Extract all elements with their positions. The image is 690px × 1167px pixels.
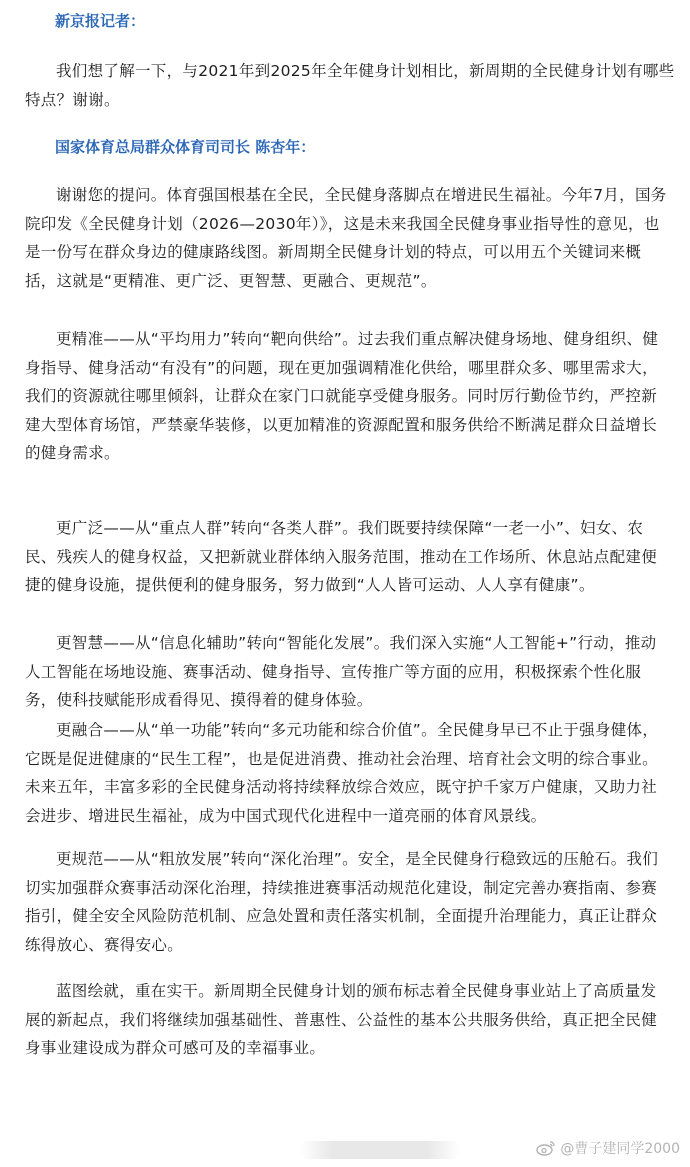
- paragraph-line: 是一份写在群众身边的健康路线图。新周期全民健身计划的特点，可以用五个关键词来概: [25, 243, 642, 261]
- paragraph-line: 更智慧——从“信息化辅助”转向“智能化发展”。我们深入实施“人工智能+”行动，推动: [56, 634, 657, 652]
- paragraph: [25, 716, 685, 830]
- paragraph: [25, 181, 685, 295]
- watermark: [536, 1138, 680, 1158]
- paragraph-line: 身事业建设成为群众可感可及的幸福事业。: [25, 1039, 326, 1057]
- watermark-text: @曹子建同学2000: [560, 1141, 680, 1157]
- paragraph-line: 特点？谢谢。: [25, 90, 120, 109]
- paragraph-line: 会进步、增进民生福祉，成为中国式现代化进程中一道亮丽的体育风景线。: [25, 806, 547, 825]
- paragraph-line: 建大型体育场馆，严禁豪华装修，以更加精准的资源配置和服务供给不断满足群众日益增长: [25, 415, 658, 434]
- speaker-label: 新京报记者：: [55, 12, 146, 30]
- paragraph-line: 蓝图绘就，重在实干。新周期全民健身计划的颁布标志着全民健身事业站上了高质量发: [56, 982, 657, 1000]
- paragraph-line: 更融合——从“单一功能”转向“多元功能和综合价值”。全民健身早已不止于强身健体，: [56, 721, 659, 739]
- paragraph-line: 务，使科技赋能形成看得见、摸得着的健身体验。: [25, 691, 373, 709]
- paragraph-line: 我们想了解一下，与2021年到2025年全年健身计划相比，新周期的全民健身计划有哪些: [56, 62, 675, 80]
- paragraph-line: 更规范——从“粗放发展”转向“深化治理”。安全，是全民健身行稳致远的压舱石。我们: [56, 850, 659, 868]
- paragraph-line: 它既是促进健康的“民生工程”，也是促进消费、推动社会治理、培育社会文明的综合事业。: [25, 749, 658, 768]
- paragraph-line: 括，这就是“更精准、更广泛、更智慧、更融合、更规范”。: [25, 271, 437, 290]
- paragraph-line: 切实加强群众赛事活动深化治理，持续推进赛事活动规范化建设，制定完善办赛指南、参赛: [25, 878, 658, 897]
- paragraph-line: 民、残疾人的健身权益，又把新就业群体纳入服务范围，推动在工作场所、休息站点配建便: [25, 547, 658, 566]
- weibo-icon: [536, 1140, 556, 1156]
- paragraph-line: 捷的健身设施，提供便利的健身服务，努力做到“人人皆可运动、人人享有健康”。: [25, 576, 595, 594]
- paragraph-line: 展的新起点，我们将继续加强基础性、普惠性、公益性的基本公共服务供给，真正把全民健: [25, 1010, 658, 1029]
- paragraph-line: 我们的资源就往哪里倾斜，让群众在家门口就能享受健身服务。同时厉行勤俭节约，严控新: [25, 387, 658, 405]
- paragraph-line: 未来五年，丰富多彩的全民健身活动将持续释放综合效应，既守护千家万户健康，又助力社: [25, 778, 658, 796]
- paragraph-line: 的健身需求。: [25, 444, 120, 462]
- paragraph-line: 院印发《全民健身计划（2026—2030年）》，这是未来我国全民健身事业指导性的意见，也: [25, 214, 660, 233]
- paragraph-line: 更精准——从“平均用力”转向“靶向供给”。过去我们重点解决健身场地、健身组织、健: [56, 330, 659, 348]
- paragraph-line: 更广泛——从“重点人群”转向“各类人群”。我们既要持续保障“一老一小”、妇女、农: [56, 519, 644, 537]
- paragraph-line: 谢谢您的提问。体育强国根基在全民，全民健身落脚点在增进民生福祉。今年7月，国务: [56, 186, 667, 204]
- paragraph: [25, 977, 685, 1063]
- paragraph-line: 人工智能在场地设施、赛事活动、健身指导、宣传推广等方面的应用，积极探索个性化服: [25, 662, 642, 681]
- paragraph: [25, 845, 685, 959]
- paragraph-line: 身指导、健身活动“有没有”的问题，现在更加强调精准化供给，哪里群众多、哪里需求大，: [25, 358, 658, 377]
- paragraph: [25, 325, 685, 468]
- speaker-label: 国家体育总局群众体育司司长 陈杏年：: [55, 138, 316, 156]
- paragraph: [25, 629, 685, 715]
- paragraph-line: 练得放心、赛得安心。: [25, 935, 184, 954]
- blurred-overlay: [300, 1141, 460, 1159]
- paragraph: [25, 57, 685, 114]
- paragraph-line: 指引，健全安全风险防范机制、应急处置和责任落实机制，全面提升治理能力，真正让群众: [25, 907, 658, 925]
- paragraph: [25, 514, 685, 600]
